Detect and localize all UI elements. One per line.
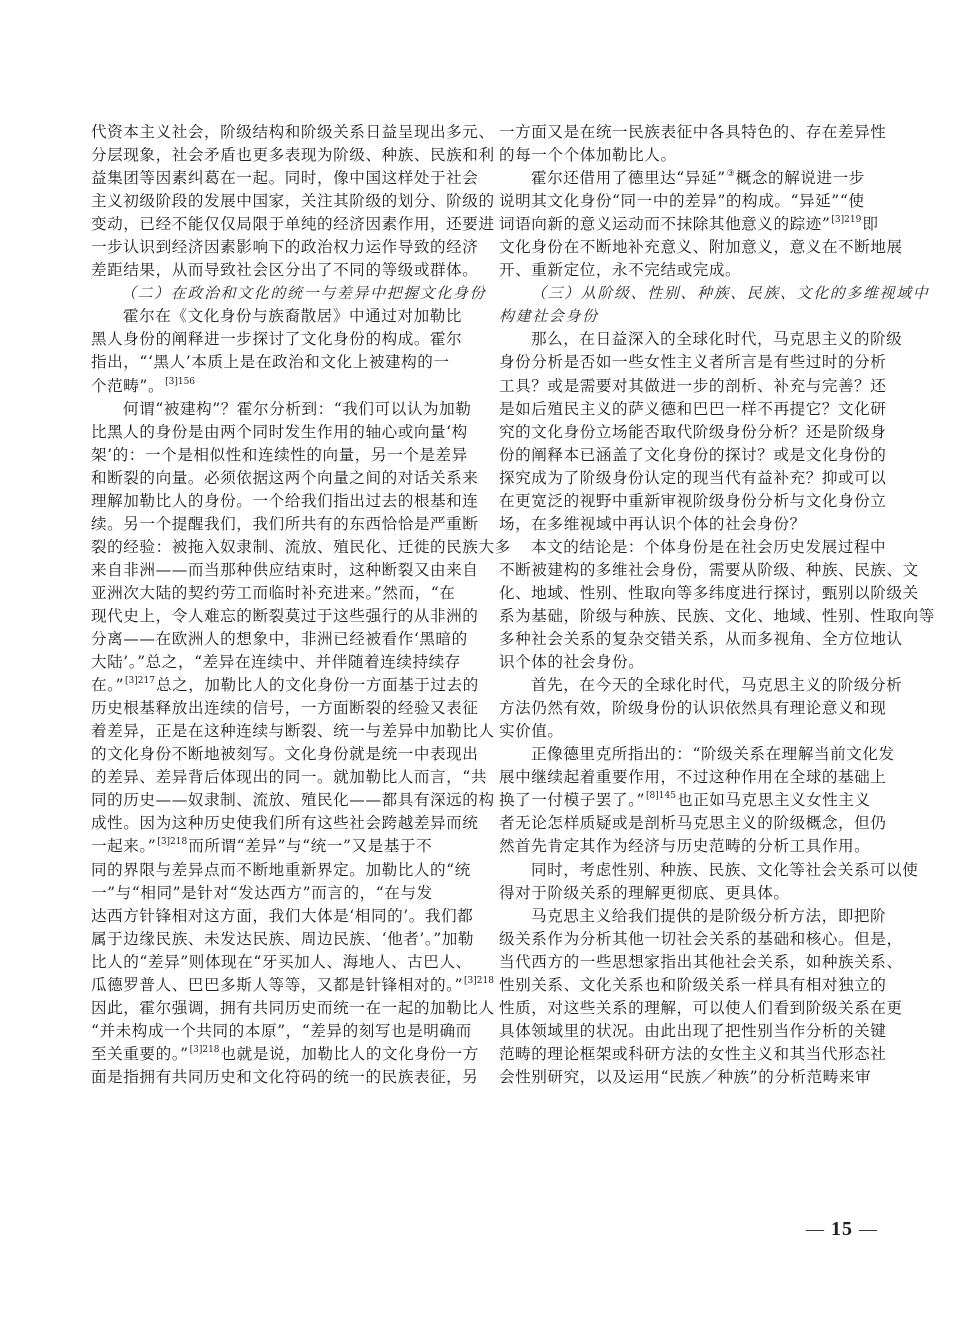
line-text: 换了一付模子罢了。” bbox=[499, 791, 646, 810]
citation-reference: [3]218 bbox=[189, 1044, 220, 1055]
line-text: 会性别研究，以及运用“民族／种族”的分析范畴来审 bbox=[499, 1067, 872, 1086]
line-text: 是如后殖民主义的萨义德和巴巴一样不再提它？文化研 bbox=[499, 399, 887, 418]
line-text: 得对于阶级关系的理解更彻底、更具体。 bbox=[499, 883, 790, 902]
text-line bbox=[499, 743, 893, 766]
line-text: 霍尔还借用了德里达“异延” bbox=[531, 169, 726, 188]
line-text: 一方面又是在统一民族表征中各具特色的、存在差异性 bbox=[499, 123, 887, 141]
text-line bbox=[499, 651, 893, 674]
line-text: 者无论怎样质疑或是剖析马克思主义的阶级概念，但仍 bbox=[499, 814, 887, 833]
text-line bbox=[499, 213, 893, 236]
citation-reference: [3]218 bbox=[464, 975, 494, 986]
text-line bbox=[91, 605, 485, 628]
line-text: “并未构成一个共同的本原”，“差异的刻写也是明确而 bbox=[91, 1021, 472, 1040]
line-text: 级关系作为分析其他一切社会关系的基础和核心。但是， bbox=[499, 929, 903, 948]
text-line bbox=[499, 513, 893, 536]
text-line bbox=[499, 697, 893, 720]
text-line bbox=[91, 305, 485, 328]
text-line bbox=[499, 605, 935, 628]
line-text: 当代西方的一些思想家指出其他社会关系，如种族关系、 bbox=[499, 952, 903, 971]
text-line bbox=[499, 1020, 893, 1043]
line-text: 的差异、差异背后体现出的同一。就加勒比人而言，“共 bbox=[91, 768, 487, 787]
section-heading-line bbox=[499, 282, 930, 305]
line-text-continued: 也正如马克思主义女性主义 bbox=[676, 791, 871, 810]
text-line bbox=[91, 351, 485, 374]
text-line bbox=[91, 674, 485, 697]
text-line bbox=[499, 720, 893, 743]
section-heading-line bbox=[91, 282, 485, 305]
line-text: 说明其文化身份“同一中的差异”的构成。“异延”“使 bbox=[499, 192, 865, 211]
text-line bbox=[91, 213, 495, 236]
text-line bbox=[91, 559, 485, 582]
text-line bbox=[91, 928, 485, 951]
line-text: 方法仍然有效，阶级身份的认识依然具有理论意义和现 bbox=[499, 699, 887, 718]
line-text: 历史根基释放出连续的信号，一方面断裂的经验又表征 bbox=[91, 699, 479, 718]
line-text: （二）在政治和文化的统一与差异中把握文化身份 bbox=[121, 284, 487, 303]
line-text-continued: 即 bbox=[862, 215, 879, 234]
line-text: 指出，“‘黑人’本质上是在政治和文化上被建构的一 bbox=[91, 353, 450, 372]
line-text: 现代史上，令人难忘的断裂莫过于这些强行的从非洲的 bbox=[91, 606, 479, 625]
page-number-dash-left: — bbox=[806, 1219, 825, 1239]
text-line bbox=[499, 582, 919, 605]
text-line bbox=[91, 398, 485, 421]
line-text-continued: 而所谓“差异”与“统一”又是基于不 bbox=[188, 837, 433, 856]
line-text: 一”与“相同”是针对“发达西方”而言的，“在与发 bbox=[91, 883, 433, 902]
text-line bbox=[499, 398, 893, 421]
text-line bbox=[499, 674, 903, 697]
line-text: 正像德里克所指出的：“阶级关系在理解当前文化发 bbox=[531, 745, 895, 764]
line-text: 主义初级阶段的发展中国家，关注其阶级的划分、阶级的 bbox=[91, 192, 495, 211]
citation-reference: [3]156 bbox=[165, 376, 196, 387]
line-text: 比人的“差异”则体现在“牙买加人、海地人、古巴人、 bbox=[91, 952, 472, 971]
line-text: 同的界限与差异点而不断地重新界定。加勒比人的“统 bbox=[91, 860, 471, 879]
line-text: 开、重新定位，永不完结或完成。 bbox=[499, 261, 742, 280]
line-text: 至关重要的。” bbox=[91, 1044, 189, 1063]
text-line bbox=[499, 259, 893, 282]
line-text: 霍尔在《文化身份与族裔散居》中通过对加勒比 bbox=[123, 307, 463, 326]
text-line bbox=[499, 812, 893, 835]
text-line bbox=[91, 536, 511, 559]
line-text: 探究成为了阶级身份认定的现当代有益补充？抑或可以 bbox=[499, 468, 887, 487]
text-line bbox=[499, 859, 919, 882]
text-line bbox=[91, 974, 494, 997]
line-text: 和断裂的向量。必须依据这两个向量之间的对话关系来 bbox=[91, 468, 479, 487]
line-text: 展中继续起着重要作用，不过这种作用在全球的基础上 bbox=[499, 768, 887, 787]
line-text: 裂的经验：被拖入奴隶制、流放、殖民化、迁徙的民族大多 bbox=[91, 537, 511, 556]
text-line bbox=[91, 882, 485, 905]
line-text: 来自非洲——而当那种供应结束时，这种断裂又由来自 bbox=[91, 560, 479, 579]
line-text: 达西方针锋相对这方面，我们大体是‘相同的’。我们都 bbox=[91, 906, 474, 925]
line-text: 属于边缘民族、未发达民族、周边民族、‘他者’。”加勒 bbox=[91, 929, 475, 948]
line-text: 黑人身份的阐释进一步探讨了文化身份的构成。霍尔 bbox=[91, 330, 463, 349]
text-line bbox=[499, 236, 903, 259]
line-text: 分离——在欧洲人的想象中，非洲已经被看作‘黑暗的 bbox=[91, 630, 468, 649]
citation-reference: [3]219 bbox=[831, 215, 862, 226]
line-text: 续。另一个提醒我们，我们所共有的东西恰恰是严重断 bbox=[91, 514, 479, 533]
line-text: 差距结果，从而导致社会区分出了不同的等级或群体。 bbox=[91, 261, 479, 280]
line-text: 身份分析是否如一些女性主义者所言是有些过时的分析 bbox=[499, 353, 887, 372]
text-line bbox=[499, 928, 903, 951]
line-text: 比黑人的身份是由两个同时发生作用的轴心或向量‘构 bbox=[91, 422, 468, 441]
text-line bbox=[91, 1020, 485, 1043]
text-line bbox=[499, 536, 893, 559]
line-text: 本文的结论是：个体身份是在社会历史发展过程中 bbox=[531, 537, 887, 556]
left-column bbox=[91, 121, 511, 1089]
text-line bbox=[91, 997, 495, 1020]
text-line bbox=[91, 513, 485, 536]
line-text: 变动，已经不能仅仅局限于单纯的经济因素作用，还要进 bbox=[91, 215, 495, 234]
right-column bbox=[499, 121, 935, 1089]
line-text: 架’的：一个是相似性和连续性的向量，另一个是差异 bbox=[91, 445, 468, 464]
line-text: 分层现象，社会矛盾也更多表现为阶级、种族、民族和利 bbox=[91, 146, 495, 165]
line-text: 何谓“被建构”？霍尔分析到：“我们可以认为加勒 bbox=[123, 399, 472, 418]
text-line bbox=[91, 743, 485, 766]
page-number-value: 15 bbox=[831, 1218, 853, 1240]
line-text: 然首先肯定其作为经济与历史范畴的分析工具作用。 bbox=[499, 837, 871, 856]
line-text: 不断被建构的多维社会身份，需要从阶级、种族、民族、文 bbox=[499, 560, 919, 579]
text-line bbox=[91, 905, 485, 928]
line-text: 因此，霍尔强调，拥有共同历史而统一在一起的加勒比人 bbox=[91, 998, 495, 1017]
text-line bbox=[91, 628, 485, 651]
text-line bbox=[91, 697, 485, 720]
line-text: 具体领域里的状况。由此出现了把性别当作分析的关键 bbox=[499, 1021, 887, 1040]
text-line bbox=[499, 167, 893, 190]
line-text: 着差异，正是在这种连续与断裂、统一与差异中加勒比人 bbox=[91, 722, 495, 741]
text-line bbox=[499, 835, 893, 858]
text-line bbox=[499, 144, 893, 167]
text-line bbox=[499, 905, 893, 928]
text-line bbox=[91, 167, 485, 190]
line-text: 性别关系、文化关系也和阶级关系一样具有相对独立的 bbox=[499, 975, 887, 994]
text-line bbox=[499, 190, 893, 213]
citation-reference: [3]218 bbox=[157, 837, 188, 848]
line-text: 识个体的社会身份。 bbox=[499, 653, 645, 672]
text-line bbox=[91, 121, 495, 144]
line-text: 面是指拥有共同历史和文化符码的统一的民族表征，另 bbox=[91, 1067, 479, 1086]
line-text: 大陆’。”总之，“差异在连续中、并伴随着连续持续存 bbox=[91, 653, 461, 672]
line-text: 在。” bbox=[91, 676, 125, 695]
citation-reference: [8]145 bbox=[646, 791, 676, 802]
text-line bbox=[499, 121, 893, 144]
text-line bbox=[499, 467, 893, 490]
line-text: 范畴的理论框架或科研方法的女性主义和其当代形态社 bbox=[499, 1044, 887, 1063]
line-text: 同时，考虑性别、种族、民族、文化等社会关系可以使 bbox=[531, 860, 919, 879]
line-text: 实价值。 bbox=[499, 722, 564, 741]
text-line bbox=[91, 651, 485, 674]
text-line bbox=[499, 789, 893, 812]
text-line bbox=[91, 467, 485, 490]
citation-reference: ③ bbox=[726, 169, 735, 180]
text-line bbox=[499, 628, 903, 651]
text-line bbox=[91, 582, 485, 605]
text-line bbox=[499, 375, 893, 398]
line-text: 马克思主义给我们提供的是阶级分析方法，即把阶 bbox=[531, 906, 887, 925]
line-text: 场，在多维视域中再认识个体的社会身份？ bbox=[499, 514, 806, 533]
citation-reference: [3]217 bbox=[125, 676, 155, 687]
text-line bbox=[91, 490, 485, 513]
text-line bbox=[91, 375, 485, 398]
text-line bbox=[91, 328, 485, 351]
line-text: 的文化身份不断地被刻写。文化身份就是统一中表现出 bbox=[91, 745, 479, 764]
text-line bbox=[499, 1066, 893, 1089]
line-text: 成性。因为这种历史使我们所有这些社会跨越差异而统 bbox=[91, 814, 479, 833]
text-line bbox=[499, 328, 903, 351]
text-line bbox=[499, 951, 903, 974]
line-text: （三）从阶级、性别、种族、民族、文化的多维视域中 bbox=[531, 284, 930, 303]
text-line bbox=[499, 559, 919, 582]
text-line bbox=[91, 1066, 485, 1089]
text-line bbox=[91, 444, 485, 467]
line-text: 份的阐释本已涵盖了文化身份的探讨？或是文化身份的 bbox=[499, 445, 887, 464]
text-line bbox=[91, 835, 485, 858]
line-text: 工具？或是需要对其做进一步的剖析、补充与完善？还 bbox=[499, 376, 887, 395]
text-line bbox=[91, 859, 485, 882]
line-text: 在更宽泛的视野中重新审视阶级身份分析与文化身份立 bbox=[499, 491, 887, 510]
line-text: 瓜德罗普人、巴巴多斯人等等，又都是针锋相对的。” bbox=[91, 975, 464, 994]
text-line bbox=[499, 997, 903, 1020]
line-text: 一起来。” bbox=[91, 837, 157, 856]
page-number-dash-right: — bbox=[859, 1219, 878, 1239]
line-text-continued: 总之，加勒比人的文化身份一方面基于过去的 bbox=[155, 676, 479, 695]
line-text: 代资本主义社会，阶级结构和阶级关系日益呈现出多元、 bbox=[91, 123, 495, 141]
line-text: 亚洲次大陆的契约劳工而临时补充进来。”然而，“在 bbox=[91, 583, 456, 602]
text-line bbox=[91, 421, 485, 444]
line-text: 多种社会关系的复杂交错关系，从而多视角、全方位地认 bbox=[499, 630, 903, 649]
text-line bbox=[499, 882, 893, 905]
text-line bbox=[91, 259, 485, 282]
line-text: 同的历史——奴隶制、流放、殖民化——都具有深远的构 bbox=[91, 791, 495, 810]
text-line bbox=[91, 1043, 485, 1066]
text-line bbox=[499, 490, 893, 513]
text-line bbox=[91, 789, 495, 812]
text-line bbox=[499, 421, 893, 444]
text-line bbox=[91, 812, 485, 835]
line-text: 词语向新的意义运动而不抹除其他意义的踪迹” bbox=[499, 215, 831, 234]
text-line bbox=[91, 720, 495, 743]
line-text-continued: 概念的解说进一步 bbox=[735, 169, 865, 188]
text-line bbox=[499, 1043, 893, 1066]
text-line bbox=[499, 974, 893, 997]
line-text: 首先，在今天的全球化时代，马克思主义的阶级分析 bbox=[531, 676, 903, 695]
line-text: 一步认识到经济因素影响下的政治权力运作导致的经济 bbox=[91, 238, 479, 257]
line-text: 究的文化身份立场能否取代阶级身份分析？还是阶级身 bbox=[499, 422, 887, 441]
line-text: 那么，在日益深入的全球化时代，马克思主义的阶级 bbox=[531, 330, 903, 349]
line-text: 文化身份在不断地补充意义、附加意义，意义在不断地展 bbox=[499, 238, 903, 257]
page-number bbox=[806, 1218, 878, 1241]
text-line bbox=[91, 951, 485, 974]
line-text-continued: 也就是说，加勒比人的文化身份一方 bbox=[220, 1044, 479, 1063]
line-text: 性质，对这些关系的理解，可以使人们看到阶级关系在更 bbox=[499, 998, 903, 1017]
text-line bbox=[91, 144, 495, 167]
line-text: 的每一个个体加勒比人。 bbox=[499, 146, 677, 165]
line-text: 构建社会身份 bbox=[499, 307, 599, 326]
text-line bbox=[499, 766, 893, 789]
line-text: 系为基础，阶级与种族、民族、文化、地域、性别、性取向等 bbox=[499, 606, 935, 625]
line-text: 理解加勒比人的身份。一个给我们指出过去的根基和连 bbox=[91, 491, 479, 510]
text-line bbox=[91, 766, 485, 789]
line-text: 个范畴”。 bbox=[91, 376, 165, 395]
line-text: 益集团等因素纠葛在一起。同时，像中国这样处于社会 bbox=[91, 169, 479, 188]
section-heading-line bbox=[499, 305, 893, 328]
text-line bbox=[499, 444, 893, 467]
line-text: 化、地域、性别、性取向等多纬度进行探讨，甄别以阶级关 bbox=[499, 583, 919, 602]
text-line bbox=[91, 236, 485, 259]
text-line bbox=[499, 351, 893, 374]
text-line bbox=[91, 190, 495, 213]
